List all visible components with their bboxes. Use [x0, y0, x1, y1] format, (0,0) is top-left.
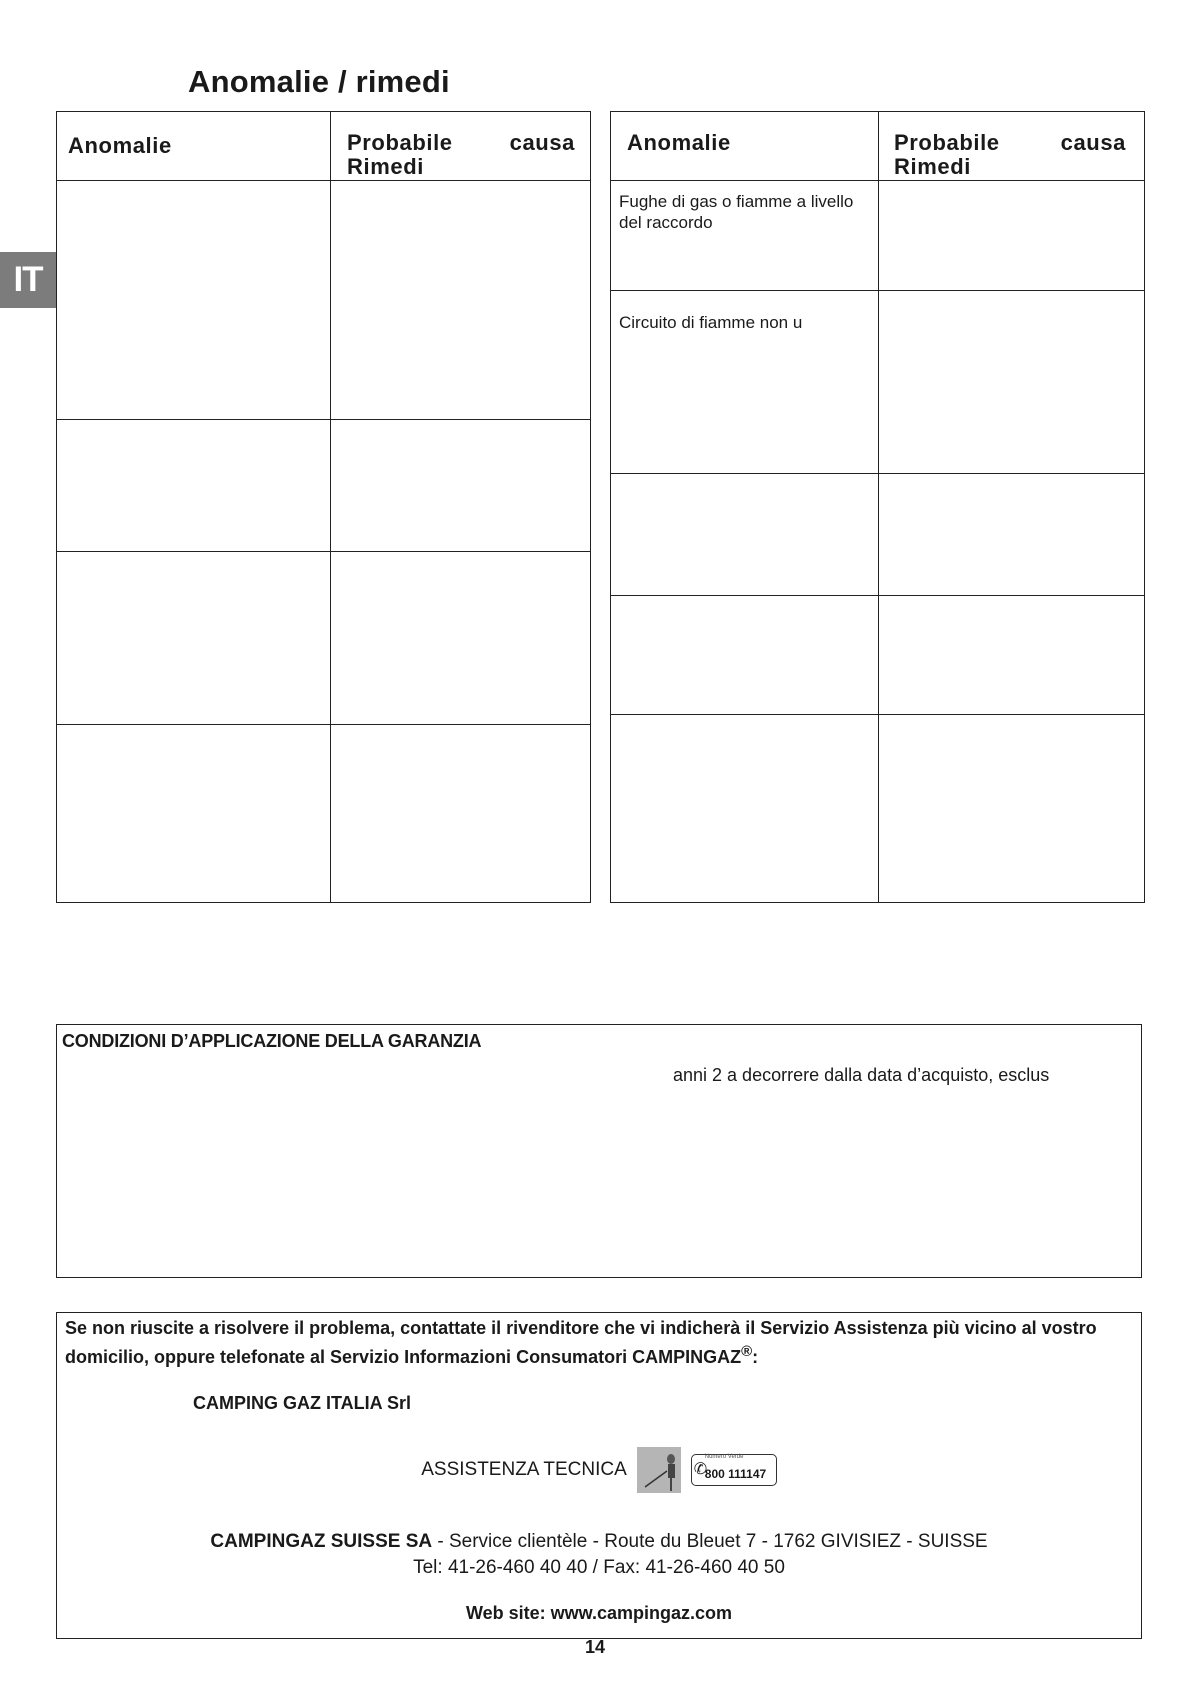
contact-box: [56, 1312, 1142, 1639]
company-italia: CAMPING GAZ ITALIA Srl: [193, 1393, 411, 1413]
phone-handset-icon: ✆: [693, 1461, 708, 1478]
anomalia-gas-leak: Fughe di gas o fiamme a livello del raccordo: [619, 192, 854, 232]
header-probabile: Probabile: [894, 130, 1000, 155]
page-title: Anomalie / rimedi: [188, 64, 450, 99]
page-number: 14: [584, 1637, 606, 1657]
header-rimedi: Rimedi: [347, 154, 424, 179]
row-divider: [611, 595, 1144, 596]
header-rimedi: Rimedi: [894, 154, 971, 179]
contact-intro-colon: :: [752, 1347, 759, 1367]
column-divider: [878, 112, 879, 902]
header-probabile-causa-rimedi: [347, 131, 575, 179]
header-probabile-causa-rimedi: [894, 131, 1126, 179]
row-divider: [611, 290, 1144, 291]
header-divider: [611, 180, 1144, 181]
website-link[interactable]: Web site: www.campingaz.com: [465, 1603, 733, 1623]
left-troubleshooting-table: [56, 111, 591, 903]
phone-user-photo-icon: [637, 1447, 681, 1493]
row-divider: [611, 714, 1144, 715]
header-probabile: Probabile: [347, 130, 453, 155]
row-divider: [57, 419, 590, 420]
header-causa: causa: [1060, 130, 1126, 155]
header-divider: [57, 180, 590, 181]
assistenza-row: [57, 1447, 1141, 1493]
contact-intro-text: Se non riuscite a risolvere il problema, contattate il rivenditore che vi indicherà il Servizio Assistenza più vicino al vostro domicilio, oppure telefonate al Servizio Informazioni Consumatori CAMPINGAZ: [65, 1318, 1097, 1367]
contact-intro: [65, 1317, 1140, 1369]
badge-caption: Numero Verde: [704, 1454, 744, 1460]
suisse-address-line: [57, 1531, 1141, 1553]
suisse-company-name: CAMPINGAZ SUISSE SA: [210, 1531, 433, 1552]
row-divider: [57, 724, 590, 725]
row-divider: [57, 551, 590, 552]
toll-free-number: 800 111147: [704, 1467, 767, 1481]
right-troubleshooting-table: [610, 111, 1145, 903]
row-divider: [611, 473, 1144, 474]
column-divider: [330, 112, 331, 902]
anomalia-flame-circuit: Circuito di fiamme non u: [619, 313, 803, 332]
language-tab: IT: [0, 252, 56, 308]
header-causa: causa: [509, 130, 575, 155]
warranty-title: CONDIZIONI D’APPLICAZIONE DELLA GARANZIA: [62, 1031, 482, 1051]
header-anomalie: Anomalie: [627, 130, 731, 155]
suisse-tel-fax: Tel: 41-26-460 40 40 / Fax: 41-26-460 40 50: [413, 1557, 785, 1578]
warranty-box: [56, 1024, 1142, 1278]
warranty-text: anni 2 a decorrere dalla data d’acquisto, esclus: [673, 1065, 1050, 1085]
registered-mark: ®: [741, 1343, 753, 1360]
assistenza-label: ASSISTENZA TECNICA: [421, 1459, 627, 1480]
suisse-address: - Service clientèle - Route du Bleuet 7 - 1762 GIVISIEZ - SUISSE: [432, 1531, 988, 1552]
header-anomalie: Anomalie: [68, 133, 172, 158]
numero-verde-badge: [691, 1454, 777, 1486]
